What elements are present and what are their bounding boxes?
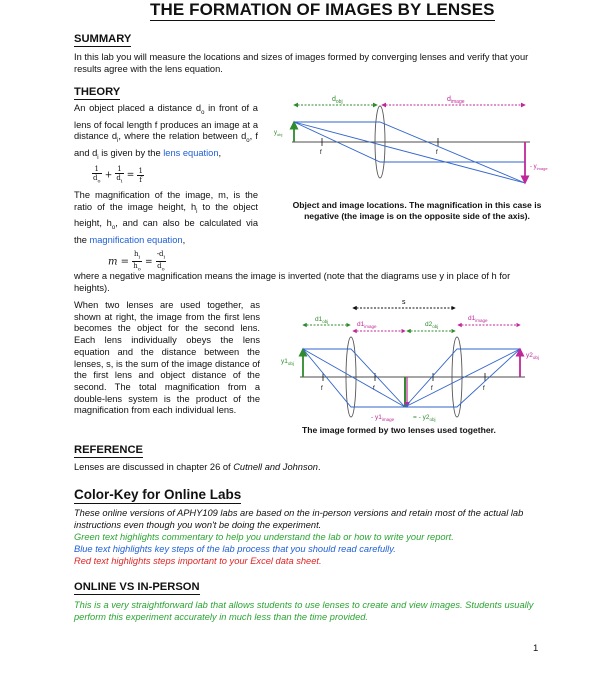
colorkey-line-blue: Blue text highlights key steps of the lab process that you should read carefully. bbox=[74, 544, 396, 554]
lens-equation: $\frac{1}{d_o}$ + $\frac{1}{d_i}$ = $\frac{1}{f}$ bbox=[93, 165, 143, 185]
magnification-equation: m = $\frac{h_i}{h_o}$ = $\frac{-d_i}{d_o}$ bbox=[108, 250, 166, 273]
d2image-label: $d1_{image}$ bbox=[468, 315, 488, 323]
colorkey-line-red: Red text highlights steps important to your Excel data sheet. bbox=[74, 556, 322, 566]
dobj-label: $d_{obj}$ bbox=[332, 96, 343, 105]
page-title: THE FORMATION OF IMAGES BY LENSES bbox=[150, 0, 495, 19]
y2obj-eq-label: = - $y2_{obj}$ bbox=[413, 414, 436, 422]
theory-paragraph-2: The magnification of the image, m, is the ratio of the image height, $h_i$ to the object height, $h_o$, and can also be calculated via the magnification equation, bbox=[74, 190, 258, 245]
s-label: s bbox=[402, 299, 406, 306]
d2obj-label: $d2_{obj}$ bbox=[425, 321, 439, 329]
summary-heading: SUMMARY bbox=[74, 33, 132, 45]
reference-text: Lenses are discussed in chapter 26 of Cutnell and Johnson. bbox=[74, 462, 321, 472]
yimage-label: - $y_{image}$ bbox=[530, 164, 548, 171]
online-text: This is a very straightforward lab that allows students to use lenses to create and view images. Students usually perform this experiment accurately in much less than the time provided. bbox=[74, 600, 534, 622]
focal-label-left: f bbox=[320, 150, 322, 156]
y2obj-label: $y2_{obj}$ bbox=[526, 352, 539, 360]
yobj-label: $y_{obj}$ bbox=[274, 130, 283, 137]
focal-label-right: f bbox=[436, 150, 438, 156]
theory-paragraph-4: When two lenses are used together, as shown at right, the image from the first lens becomes the object for the second lens. Each lens individually obeys the lens equation and the distance between the lenses, s, is the sum of the image distance of the first lens and object distance of the second. The total magnification from a double-lens system is the product of the magnification from each individual lens. bbox=[74, 300, 260, 416]
focal-label-2a: f bbox=[321, 386, 323, 392]
focal-label-2d: f bbox=[483, 386, 485, 392]
ray-center bbox=[294, 122, 525, 183]
diagram1-caption: Object and image locations. The magnification in this case is negative (the image is on the opposite side of the axis). bbox=[292, 200, 542, 221]
y1obj-label: $y1_{obj}$ bbox=[281, 358, 294, 366]
magnification-equation-link[interactable]: magnification equation bbox=[89, 234, 183, 245]
page-number: 1 bbox=[533, 643, 539, 654]
lens-equation-link[interactable]: lens equation bbox=[163, 147, 219, 158]
colorkey-line-green: Green text highlights commentary to help you understand the lab or how to write your report. bbox=[74, 532, 454, 542]
y1image-label: - $y1_{image}$ bbox=[371, 414, 395, 422]
d1image-label: $d1_{image}$ bbox=[357, 321, 377, 329]
two-lens-diagram bbox=[275, 295, 560, 425]
summary-text: In this lab you will measure the locations and sizes of images formed by converging lenses and verify that your results agree with the lens equation. bbox=[74, 52, 529, 74]
theory-paragraph-1: An object placed a distance $d_o$ in front of a lens of focal length f produces an image at a distance $d_i$, where the relation between $d_o$, f and $d_i$ is given by the lens equation, bbox=[74, 103, 259, 161]
colorkey-heading: Color-Key for Online Labs bbox=[74, 487, 242, 502]
theory-paragraph-3: where a negative magnification means the image is inverted (note that the diagrams use y in place of h for heights). bbox=[74, 271, 511, 293]
online-heading: ONLINE VS IN-PERSON bbox=[74, 581, 200, 593]
d1obj-label: $d1_{obj}$ bbox=[315, 316, 329, 324]
theory-heading: THEORY bbox=[74, 86, 121, 98]
reference-heading: REFERENCE bbox=[74, 444, 143, 456]
dimage-label: $d_{image}$ bbox=[447, 96, 465, 105]
diagram2-caption: The image formed by two lenses used together. bbox=[302, 425, 496, 435]
focal-label-2c: f bbox=[431, 386, 433, 392]
single-lens-diagram bbox=[262, 90, 562, 195]
colorkey-line-1: These online versions of APHY109 labs are based on the in-person versions and retain most of the actual lab instructions even though you won't be doing the experiment. bbox=[74, 508, 524, 530]
